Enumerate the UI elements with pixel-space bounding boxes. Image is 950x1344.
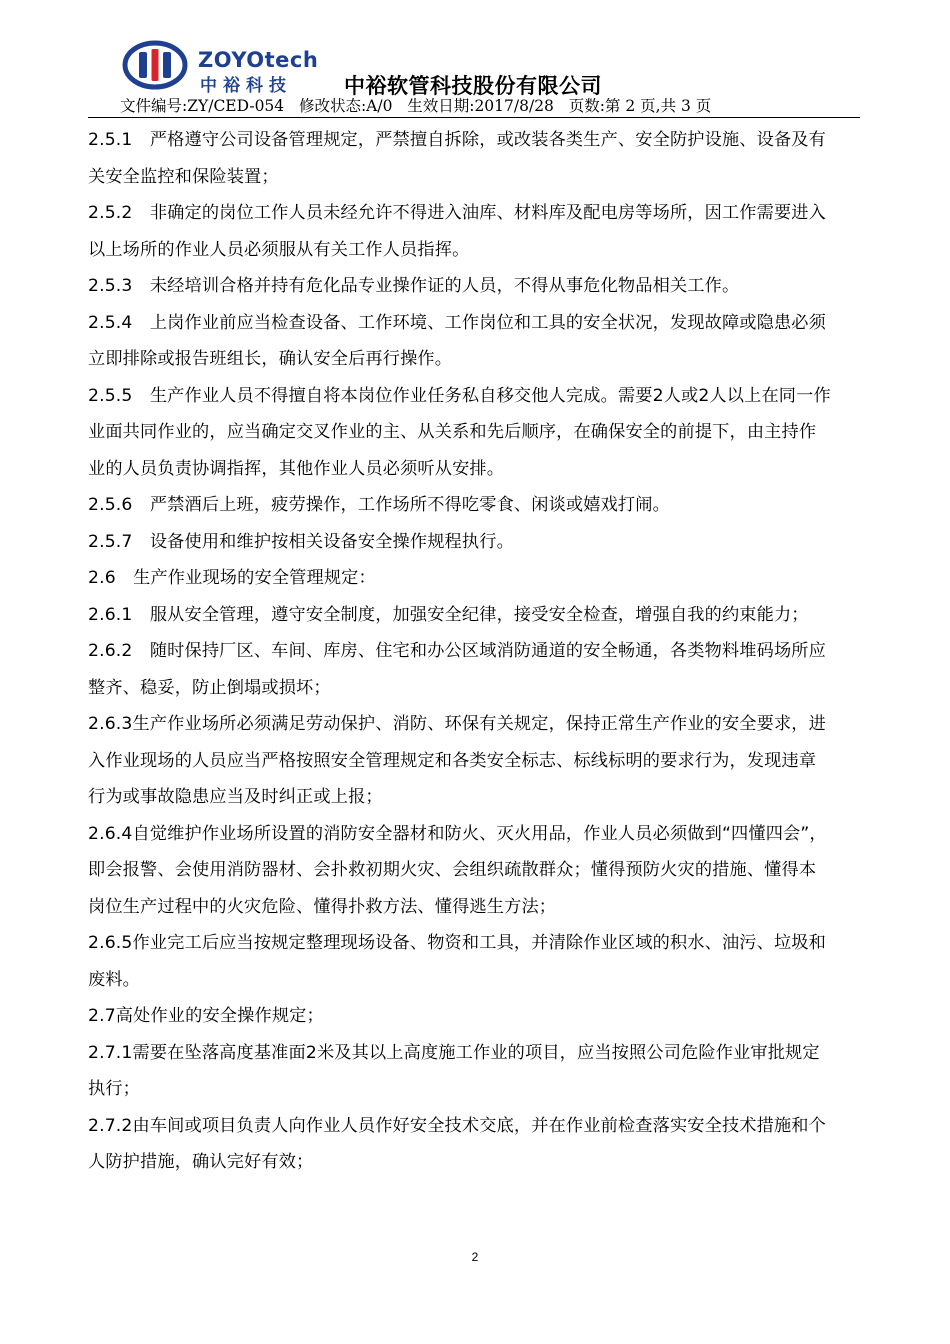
brand-name-cn: 中裕科技 [200,76,292,96]
company-name: 中裕软管科技股份有限公司 [344,74,602,98]
document-info: 文件编号:ZY/CED-054 修改状态:A/0 生效日期:2017/8/28 页数:第 2 页,共 3 页 [120,97,712,115]
paragraph-2-6-3: 2.6.3生产作业场所必须满足劳动保护、消防、环保有关规定，保持正常生产作业的安全要求，进入作业现场的人员应当严格按照安全管理规定和各类安全标志、标线标明的要求行为，发现违章行为或事故隐患应当及时纠正或上报； [88,714,826,807]
paragraph-2-5-4: 2.5.4 上岗作业前应当检查设备、工作环境、工作岗位和工具的安全状况，发现故障或隐患必须立即排除或报告班组长，确认安全后再行操作。 [88,312,826,369]
paragraph-2-6-2: 2.6.2 随时保持厂区、车间、库房、住宅和办公区域消防通道的安全畅通，各类物料堆码场所应整齐、稳妥，防止倒塌或损坏； [88,641,826,698]
paragraph-2-5-3: 2.5.3 未经培训合格并持有危化品专业操作证的人员，不得从事危化物品相关工作。 [88,276,740,296]
page-header [88,38,860,118]
paragraph-2-6-5: 2.6.5作业完工后应当按规定整理现场设备、物资和工具，并清除作业区域的积水、油污、垃圾和废料。 [88,933,826,990]
document-body [88,122,832,1181]
header-divider [88,117,860,118]
paragraph-2-5-5: 2.5.5 生产作业人员不得擅自将本岗位作业任务私自移交他人完成。需要2人或2人以上在同一作业面共同作业的，应当确定交叉作业的主、从关系和先后顺序，在确保安全的前提下，由主持作业的人员负责协调指挥，其他作业人员必须听从安排。 [88,385,831,479]
section-heading-2-7: 2.7高处作业的安全操作规定； [88,1006,324,1026]
brand-name-en: ZOYOtech [198,48,319,72]
paragraph-2-6-4: 2.6.4自觉维护作业场所设置的消防安全器材和防火、灭火用品，作业人员必须做到“四懂四会”，即会报警、会使用消防器材、会扑救初期火灾、会组织疏散群众；懂得预防火灾的措施、懂得本岗位生产过程中的火灾危险、懂得扑救方法、懂得逃生方法； [88,823,827,917]
section-heading-2-6: 2.6 生产作业现场的安全管理规定： [88,568,376,588]
paragraph-2-7-2: 2.7.2由车间或项目负责人向作业人员作好安全技术交底，并在作业前检查落实安全技术措施和个人防护措施，确认完好有效； [88,1115,826,1172]
paragraph-2-6-1: 2.6.1 服从安全管理，遵守安全制度，加强安全纪律，接受安全检查，增强自我的约束能力； [88,604,809,625]
paragraph-2-5-2: 2.5.2 非确定的岗位工作人员未经允许不得进入油库、材料库及配电房等场所，因工作需要进入以上场所的作业人员必须服从有关工作人员指挥。 [88,203,826,260]
paragraph-2-7-1: 2.7.1需要在坠落高度基准面2米及其以上高度施工作业的项目，应当按照公司危险作业审批规定执行； [88,1042,820,1099]
paragraph-2-5-1: 2.5.1 严格遵守公司设备管理规定，严禁擅自拆除，或改装各类生产、安全防护设施、设备及有关安全监控和保险装置； [88,130,826,187]
paragraph-2-5-6: 2.5.6 严禁酒后上班，疲劳操作，工作场所不得吃零食、闲谈或嬉戏打闹。 [88,495,670,515]
zoyotech-logo-icon [122,40,188,90]
paragraph-2-5-7: 2.5.7 设备使用和维护按相关设备安全操作规程执行。 [88,531,514,552]
page-number: 2 [471,1250,479,1264]
